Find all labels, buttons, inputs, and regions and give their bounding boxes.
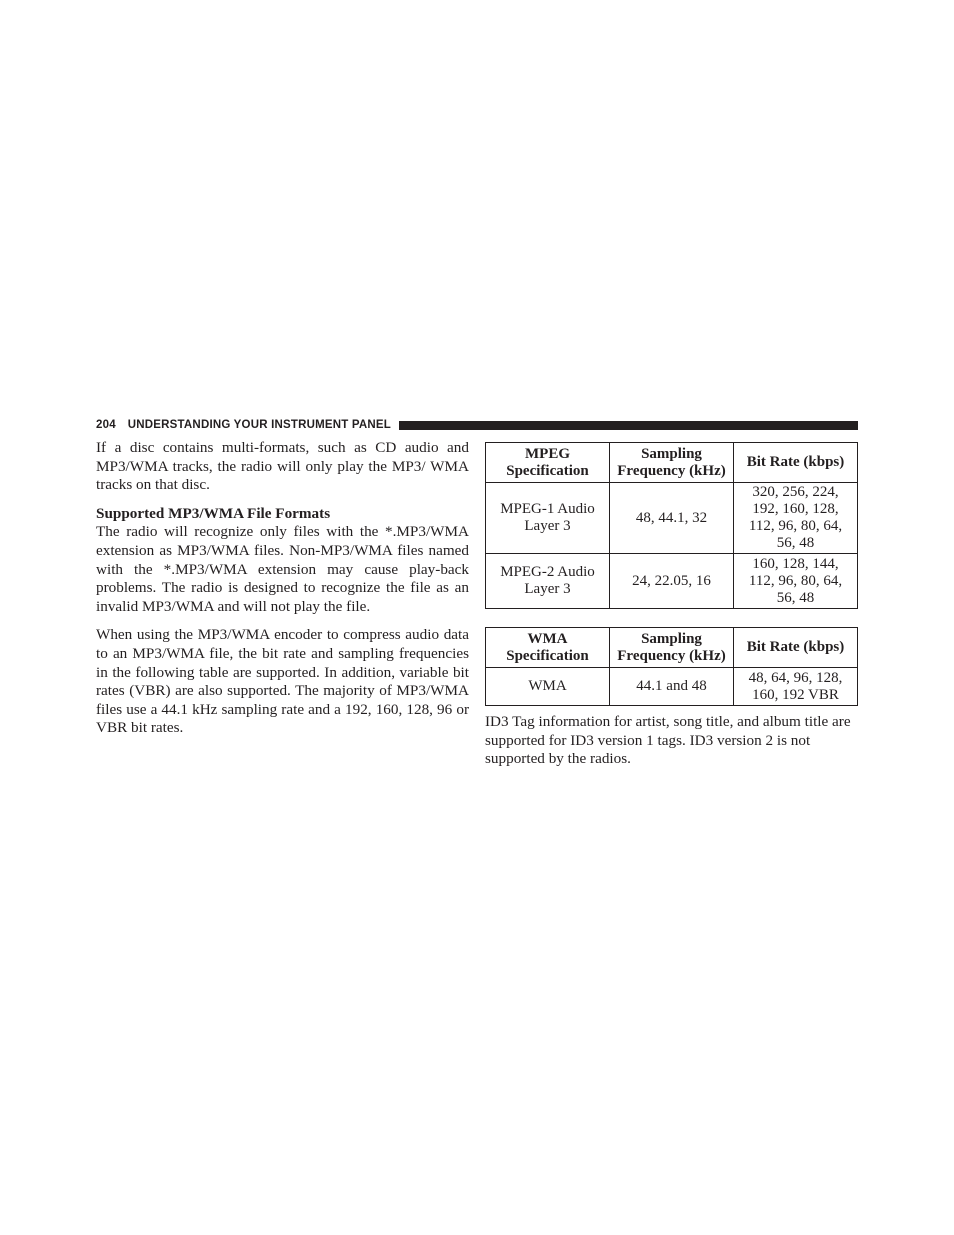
table-header-cell: MPEG Specification [486, 443, 610, 483]
table-header-cell: Bit Rate (kbps) [734, 443, 858, 483]
id3-note-paragraph: ID3 Tag information for artist, song title, and album title are supported for ID3 version 1 tags. ID3 version 2 is not supported by the radios. [485, 713, 851, 768]
intro-paragraph: If a disc contains multi-formats, such as CD audio and MP3/WMA tracks, the radio will only play the MP3/ WMA tracks on that disc. [96, 439, 469, 494]
table-cell: WMA [486, 668, 610, 706]
page-number: 204 [96, 419, 116, 431]
table-row [486, 668, 858, 706]
table-cell: 48, 64, 96, 128, 160, 192 VBR [734, 668, 858, 706]
table-header-cell: Sampling Frequency (kHz) [610, 628, 734, 668]
left-column [96, 439, 469, 738]
wma-table [485, 627, 858, 706]
table-row [486, 483, 858, 554]
section-title: UNDERSTANDING YOUR INSTRUMENT PANEL [127, 419, 391, 431]
table-header-row [486, 628, 858, 668]
table-cell: MPEG-2 Audio Layer 3 [486, 554, 610, 609]
table-header-cell: WMA Specification [486, 628, 610, 668]
table-cell: 320, 256, 224, 192, 160, 128, 112, 96, 80, 64, 56, 48 [734, 483, 858, 554]
table-cell: 160, 128, 144, 112, 96, 80, 64, 56, 48 [734, 554, 858, 609]
section-heading: Supported MP3/WMA File Formats [96, 504, 331, 522]
table-header-cell: Bit Rate (kbps) [734, 628, 858, 668]
right-column [485, 442, 858, 769]
page-header [96, 418, 858, 432]
table-cell: 44.1 and 48 [610, 668, 734, 706]
encoder-paragraph: When using the MP3/WMA encoder to compress audio data to an MP3/WMA file, the bit rate and sampling frequencies in the following table are supported. In addition, variable bit rates (VBR) are also supported. The majority of MP3/WMA files use a 44.1 kHz sampling rate and a 192, 160, 128, 96 or VBR bit rates. [96, 626, 469, 737]
table-header-row [486, 443, 858, 483]
table-cell: 24, 22.05, 16 [610, 554, 734, 609]
file-format-paragraph: The radio will recognize only files with the *.MP3/WMA extension as MP3/WMA files. Non-MP3/WMA files named with the *.MP3/WMA extension may cause play-back problems. The radio is designed to recognize the file as an invalid MP3/WMA and will not play the file. [96, 523, 469, 615]
mpeg-table [485, 442, 858, 609]
table-cell: MPEG-1 Audio Layer 3 [486, 483, 610, 554]
table-row [486, 554, 858, 609]
table-header-cell: Sampling Frequency (kHz) [610, 443, 734, 483]
header-rule [399, 421, 858, 430]
table-cell: 48, 44.1, 32 [610, 483, 734, 554]
